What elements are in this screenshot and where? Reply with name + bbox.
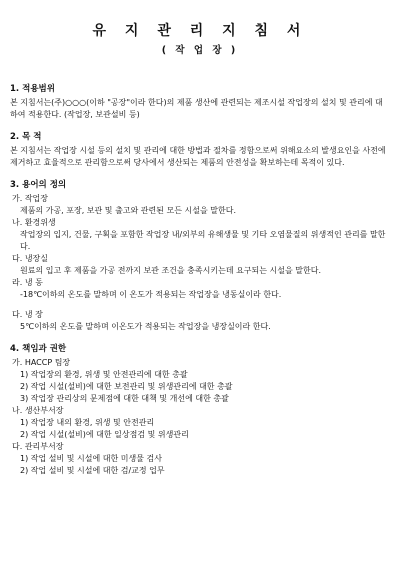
section-paragraph: 본 지침서는(주)○○○(이하 "공장"이라 한다)의 제품 생산에 관련되는 제조시설 작업장의 설치 및 관리에 대하여 적용한다. (작업장, 보관설비 등) [10,98,383,119]
definition-label: 가. 작업장 [12,194,48,203]
definition-text: 원료의 입고 후 제품을 가공 전까지 보관 조건을 충족시키는데 요구되는 시설을 말한다. [20,266,321,275]
definition-label: 나. 환경위생 [12,218,56,227]
duty-label: 가. HACCP 팀장 [12,358,71,367]
section-heading: 2. 목 적 [10,132,42,142]
duty-item: 1) 작업장의 환경, 위생 및 안전관리에 대한 총괄 [20,370,188,379]
section-definitions [10,179,390,333]
section-scope [10,83,390,121]
section-heading: 1. 적용범위 [10,84,55,94]
definition-text: -18℃이하의 온도를 말하며 이 온도가 적용되는 작업장을 냉동실이라 한다. [20,290,282,299]
definition-label: 다. 냉 장 [12,310,43,319]
duty-item: 3) 작업장 관리상의 문제점에 대한 대책 및 개선에 대한 총괄 [20,394,229,403]
duty-item: 2) 작업 설비 및 시설에 대한 검/교정 업무 [20,466,165,475]
duty-item: 1) 작업장 내의 환경, 위생 및 안전관리 [20,418,155,427]
section-purpose [10,131,390,169]
duty-label: 다. 관리부서장 [12,442,64,451]
definition-text: 작업장의 입지, 건물, 구획을 포함한 작업장 내/외부의 유해생물 및 기타 오염물질의 위생적인 관리를 말한다. [20,230,386,251]
document-subtitle: ( 작 업 장 ) [161,45,239,56]
section-heading: 4. 책임과 권한 [10,344,67,354]
section-heading: 3. 용어의 정의 [10,180,67,190]
duty-item: 1) 작업 설비 및 시설에 대한 미생물 검사 [20,454,162,463]
definition-label: 라. 냉 동 [12,278,43,287]
duty-item: 2) 작업 시설(설비)에 대한 일상점검 및 위생관리 [20,430,189,439]
duty-item: 2) 작업 시설(설비)에 대한 보전관리 및 위생관리에 대한 총괄 [20,382,233,391]
definition-text: 5℃이하의 온도를 말하며 이온도가 적용되는 작업장을 냉장실이라 한다. [20,322,271,331]
definition-label: 다. 냉장실 [12,254,48,263]
duty-label: 나. 생산부서장 [12,406,64,415]
section-paragraph: 본 지침서는 작업장 시설 등의 설치 및 관리에 대한 방법과 절차를 정함으로써 위해요소의 발생요인을 사전에 제거하고 효율적으로 관리함으로써 당사에서 생산되는 제품의 안전성을 확보하는데 목적이 있다. [10,146,386,167]
definition-text: 제품의 가공, 포장, 보관 및 출고와 관련된 모든 시설을 말한다. [20,206,236,215]
document-title: 유 지 관 리 지 침 서 [92,23,308,39]
section-duties [10,343,390,477]
